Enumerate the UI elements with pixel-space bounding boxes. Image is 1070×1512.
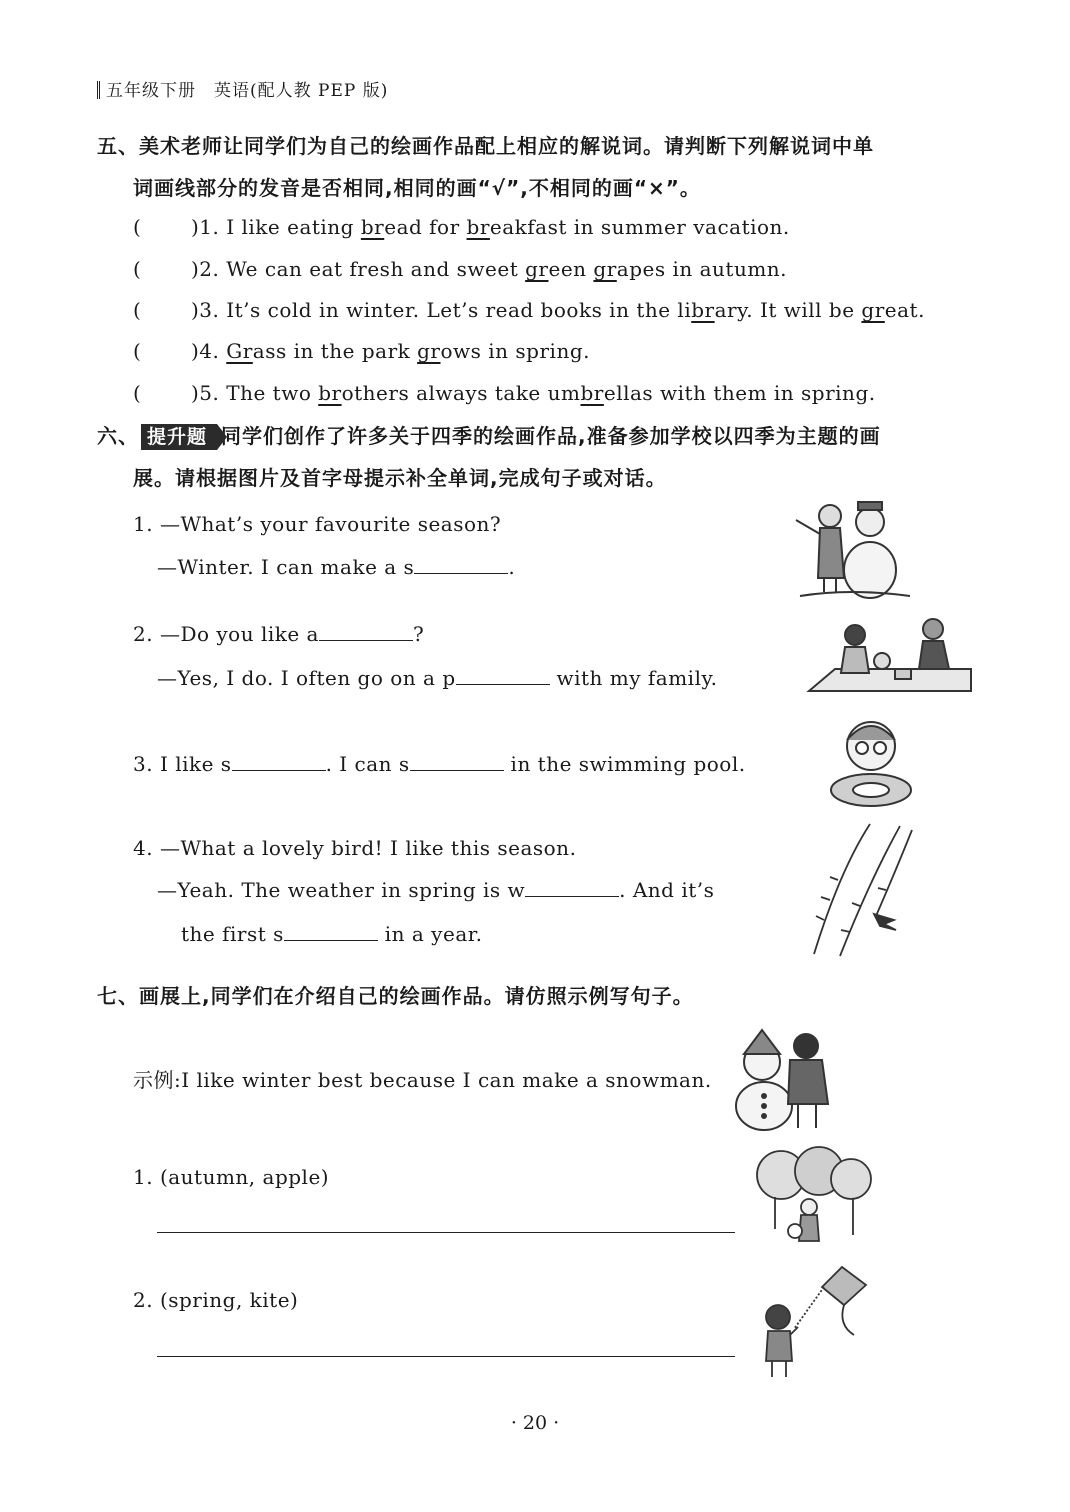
- answer-paren[interactable]: (: [133, 215, 142, 239]
- willow-swallow-illustration: [800, 820, 920, 960]
- answer-paren[interactable]: (: [133, 257, 142, 281]
- s7-q2-answer-line[interactable]: [157, 1356, 735, 1357]
- underlined-letters: gr: [417, 339, 441, 363]
- item-text: ead for: [384, 215, 467, 239]
- underlined-letters: br: [466, 215, 490, 239]
- item-text: ows in spring.: [440, 339, 590, 363]
- item-text: ary. It will be: [714, 298, 862, 322]
- apple-orchard-illustration: [755, 1145, 873, 1253]
- judge-item-2: [133, 257, 787, 281]
- underlined-letters: gr: [525, 257, 549, 281]
- item-text: )4.: [191, 339, 220, 363]
- s7-q2-prompt: 2. (spring, kite): [133, 1288, 299, 1312]
- judge-item-3: [133, 298, 925, 322]
- answer-blank[interactable]: [414, 555, 508, 574]
- item-text: een: [548, 257, 594, 281]
- swimming-boy-illustration: [826, 712, 916, 812]
- item-text: We can eat fresh and sweet: [219, 257, 526, 281]
- answer-blank[interactable]: [319, 622, 413, 641]
- q3-text-c: in the swimming pool.: [503, 752, 746, 776]
- q2-answer-end: with my family.: [549, 666, 718, 690]
- q2-answer: [157, 666, 717, 690]
- s7-q1-prompt: 1. (autumn, apple): [133, 1165, 330, 1189]
- page-number: · 20 ·: [510, 1412, 560, 1434]
- header-text: 五年级下册 英语(配人教 PEP 版): [106, 81, 389, 101]
- picnic-family-illustration: [805, 617, 975, 695]
- answer-blank[interactable]: [232, 752, 326, 771]
- q2-question: [133, 622, 424, 646]
- s7-q1-answer-line[interactable]: [157, 1232, 735, 1233]
- item-text: apes in autumn.: [616, 257, 788, 281]
- answer-blank[interactable]: [525, 878, 619, 897]
- answer-blank[interactable]: [410, 752, 504, 771]
- q1-answer-end: .: [508, 555, 516, 579]
- item-text: )2.: [191, 257, 220, 281]
- underlined-letters: br: [318, 381, 342, 405]
- underlined-letters: br: [691, 298, 715, 322]
- underlined-letters: br: [360, 215, 385, 239]
- underlined-letters: Gr: [226, 339, 253, 363]
- item-text: ass in the park: [252, 339, 418, 363]
- q1-question: 1. —What’s your favourite season?: [133, 512, 502, 536]
- answer-blank[interactable]: [284, 922, 378, 941]
- item-text: It’s cold in winter. Let’s read books in the li: [219, 298, 692, 322]
- page-header: [97, 76, 388, 101]
- q2-question-text: 2. —Do you like a: [133, 622, 319, 646]
- header-bar: [97, 81, 100, 99]
- q4-question: 4. —What a lovely bird! I like this season.: [133, 836, 577, 860]
- section5-title: 五、美术老师让同学们为自己的绘画作品配上相应的解说词。请判断下列解说词中单: [97, 134, 874, 158]
- item-text: )1.: [191, 215, 220, 239]
- q4-answer-end: . And it’s: [619, 878, 715, 902]
- q1-answer: [157, 555, 515, 579]
- item-text: The two: [219, 381, 319, 405]
- item-text: others always take um: [341, 381, 581, 405]
- judge-item-5: [133, 381, 876, 405]
- answer-paren[interactable]: (: [133, 339, 142, 363]
- answer-blank[interactable]: [456, 666, 550, 685]
- q3-text-b: . I can s: [325, 752, 410, 776]
- judge-item-4: [133, 339, 590, 363]
- answer-paren[interactable]: (: [133, 298, 142, 322]
- q2-answer-text: —Yes, I do. I often go on a p: [157, 666, 456, 690]
- underlined-letters: gr: [593, 257, 617, 281]
- item-text: eakfast in summer vacation.: [489, 215, 790, 239]
- girl-flying-kite-illustration: [758, 1265, 870, 1381]
- q4c-end: in a year.: [377, 922, 483, 946]
- item-text: eat.: [884, 298, 925, 322]
- q4-answer-line2: [181, 922, 482, 946]
- section5-title-line2: 词画线部分的发音是否相同,相同的画“√”,不相同的画“×”。: [133, 176, 701, 200]
- answer-paren[interactable]: (: [133, 381, 142, 405]
- section6-title: [97, 420, 881, 450]
- q3-text-a: 3. I like s: [133, 752, 232, 776]
- item-text: )3.: [191, 298, 220, 322]
- item-text: )5.: [191, 381, 220, 405]
- snowman-kid-illustration: [718, 1024, 834, 1134]
- example-sentence: 示例:I like winter best because I can make a snowman.: [133, 1068, 712, 1092]
- section6-title-line2: 展。请根据图片及首字母提示补全单词,完成句子或对话。: [133, 466, 667, 490]
- q3-sentence: [133, 752, 746, 776]
- judge-item-1: [133, 215, 790, 239]
- underlined-letters: br: [580, 381, 604, 405]
- item-text: I like eating: [219, 215, 361, 239]
- section6-title-text: 同学们创作了许多关于四季的绘画作品,准备参加学校以四季为主题的画: [221, 424, 881, 448]
- q2-question-end: ?: [412, 622, 425, 646]
- item-text: ellas with them in spring.: [603, 381, 876, 405]
- section7-title: 七、画展上,同学们在介绍自己的绘画作品。请仿照示例写句子。: [97, 984, 694, 1008]
- q1-answer-text: —Winter. I can make a s: [157, 555, 415, 579]
- q4-answer-text: —Yeah. The weather in spring is w: [157, 878, 526, 902]
- underlined-letters: gr: [861, 298, 885, 322]
- snowman-girl-illustration: [790, 492, 920, 604]
- level-up-tag: 提升题: [141, 424, 217, 450]
- section6-prefix: 六、: [97, 424, 139, 448]
- q4-answer: [157, 878, 714, 902]
- q4c-text: the first s: [181, 922, 284, 946]
